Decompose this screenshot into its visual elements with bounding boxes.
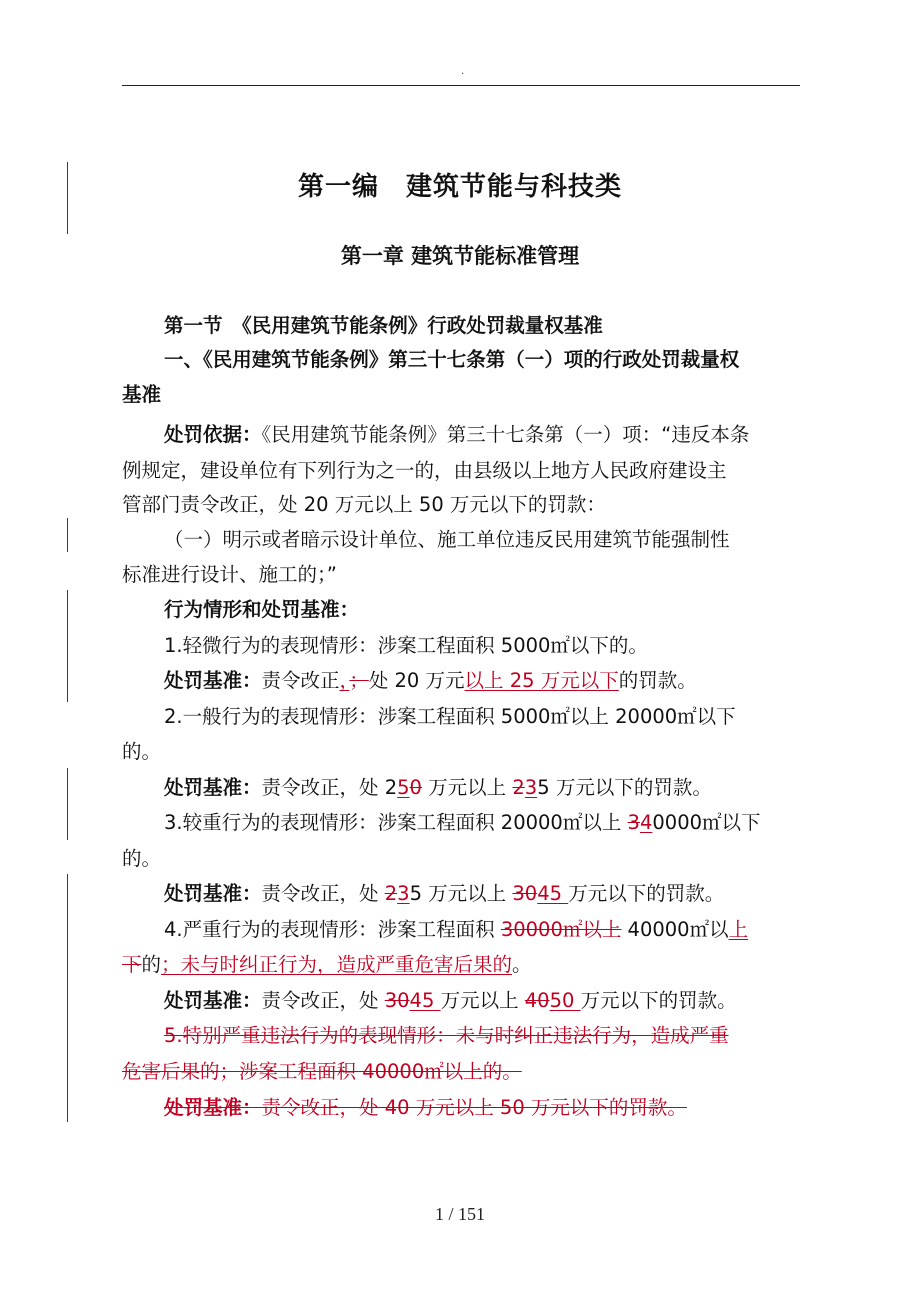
inserted-text: 4 (639, 811, 653, 834)
chapter-title: 第一章 建筑节能标准管理 (340, 244, 580, 268)
penalty-label: 处罚基准： (164, 669, 262, 692)
basis-text: 《民用建筑节能条例》第三十七条第（一）项：“违反本条 (261, 423, 750, 446)
change-bar (67, 518, 68, 552)
inserted-text: 5 (397, 776, 410, 799)
penalty-text: 5 万元以下的罚款。 (537, 776, 712, 799)
inserted-text: 3 (397, 882, 410, 905)
situation-text: 0000㎡以下 (652, 811, 761, 834)
basis-text-cont: 管部门责令改正，处 20 万元以上 50 万元以下的罚款： (122, 493, 606, 516)
penalty-text: 万元以下的罚款。 (580, 989, 737, 1012)
penalty-text: 责令改正，处 (261, 882, 385, 905)
deleted-text: 2 (512, 776, 525, 799)
deleted-text: 0 (409, 776, 422, 799)
penalty-label: 处罚基准： (164, 989, 262, 1012)
penalty-label: 处罚基准： (164, 776, 262, 799)
part-title: 第一编 建筑节能与科技类 (297, 172, 622, 202)
penalty-4 (164, 988, 737, 1014)
situation-2-cont: 的。 (122, 740, 162, 763)
change-bar (67, 768, 68, 840)
inserted-text: 3 (524, 776, 538, 799)
penalty-text: 5 万元以上 (409, 882, 513, 905)
inserted-text: ， (339, 669, 350, 692)
penalty-text: 责令改正，处 (261, 989, 385, 1012)
inserted-text: 上 (728, 918, 749, 941)
situation-5-deleted: 5.特别严重违法行为的表现情形：未与时纠正违法行为，造成严重 (164, 1024, 729, 1047)
situation-5-deleted-cont: 危害后果的；涉案工程面积 40000㎡以上的。 (122, 1060, 522, 1083)
change-bar (67, 874, 68, 1122)
penalty-text: 责令改正，处 40 万元以上 50 万元以下的罚款。 (261, 1096, 687, 1119)
clause-text-cont: 标准进行设计、施工的；” (122, 563, 337, 586)
deleted-text: 40 (524, 989, 550, 1012)
penalty-text: 万元以下的罚款。 (568, 882, 725, 905)
deleted-text: 2 (384, 882, 398, 905)
penalty-label: 处罚基准： (164, 882, 262, 905)
penalty-label: 处罚基准： (164, 1096, 262, 1119)
deleted-text: 下 (122, 953, 142, 976)
penalty-text: 万元以上 (440, 989, 525, 1012)
inserted-text: 45 (409, 989, 441, 1012)
situation-text: 4.严重行为的表现情形：涉案工程面积 (164, 918, 501, 941)
situation-text: 3.较重行为的表现情形：涉案工程面积 20000㎡以上 (164, 811, 628, 834)
situation-3 (164, 810, 761, 836)
situation-text: 40000㎡以 (621, 918, 729, 941)
inserted-text: ；未与时纠正行为，造成严重危害后果的 (161, 953, 513, 976)
change-bar (67, 590, 68, 702)
penalty-3 (164, 881, 724, 907)
situation-text: 的 (141, 953, 162, 976)
inserted-text: 45 (537, 882, 569, 905)
situations-title: 行为情形和处罚基准： (164, 598, 360, 621)
penalty-2 (164, 775, 712, 801)
penalty-text: 责令改正，处 2 (261, 776, 398, 799)
deleted-text: 30000㎡以上 (500, 918, 622, 941)
situation-text: 。 (512, 953, 532, 976)
deleted-text: ； (349, 669, 369, 692)
situation-1: 1.轻微行为的表现情形：涉案工程面积 5000㎡以下的。 (164, 634, 648, 657)
clause-text: （一）明示或者暗示设计单位、施工单位违反民用建筑节能强制性 (164, 528, 730, 551)
basis-label: 处罚依据： (164, 423, 262, 446)
basis-text-cont: 例规定，建设单位有下列行为之一的，由县级以上地方人民政府建设主 (122, 459, 727, 482)
penalty-text: 责令改正 (261, 669, 340, 692)
penalty-text: 万元以上 (421, 776, 513, 799)
penalty-5-deleted (164, 1095, 687, 1121)
header-mark: . (461, 66, 465, 77)
situation-4-cont (122, 952, 532, 978)
penalty-text: 的罚款。 (618, 669, 697, 692)
header-rule (122, 85, 800, 86)
situation-2: 2.一般行为的表现情形：涉案工程面积 5000㎡以上 20000㎡以下 (164, 705, 736, 728)
basis-line (164, 422, 749, 448)
situation-4 (164, 917, 748, 943)
inserted-text: 以上 25 万元以下 (464, 669, 619, 692)
section-title: 第一节 《民用建筑节能条例》行政处罚裁量权基准 (164, 314, 603, 337)
deleted-text: 30 (512, 882, 538, 905)
deleted-text: 30 (384, 989, 410, 1012)
inserted-text: 50 (549, 989, 581, 1012)
item-title: 一、《民用建筑节能条例》第三十七条第（一）项的行政处罚裁量权 (164, 348, 740, 371)
deleted-text: 3 (627, 811, 640, 834)
penalty-text: 处 20 万元 (368, 669, 465, 692)
item-title-cont: 基准 (122, 383, 162, 406)
situation-3-cont: 的。 (122, 847, 162, 870)
penalty-1 (164, 668, 697, 694)
page-number: 1 / 151 (434, 1204, 485, 1224)
